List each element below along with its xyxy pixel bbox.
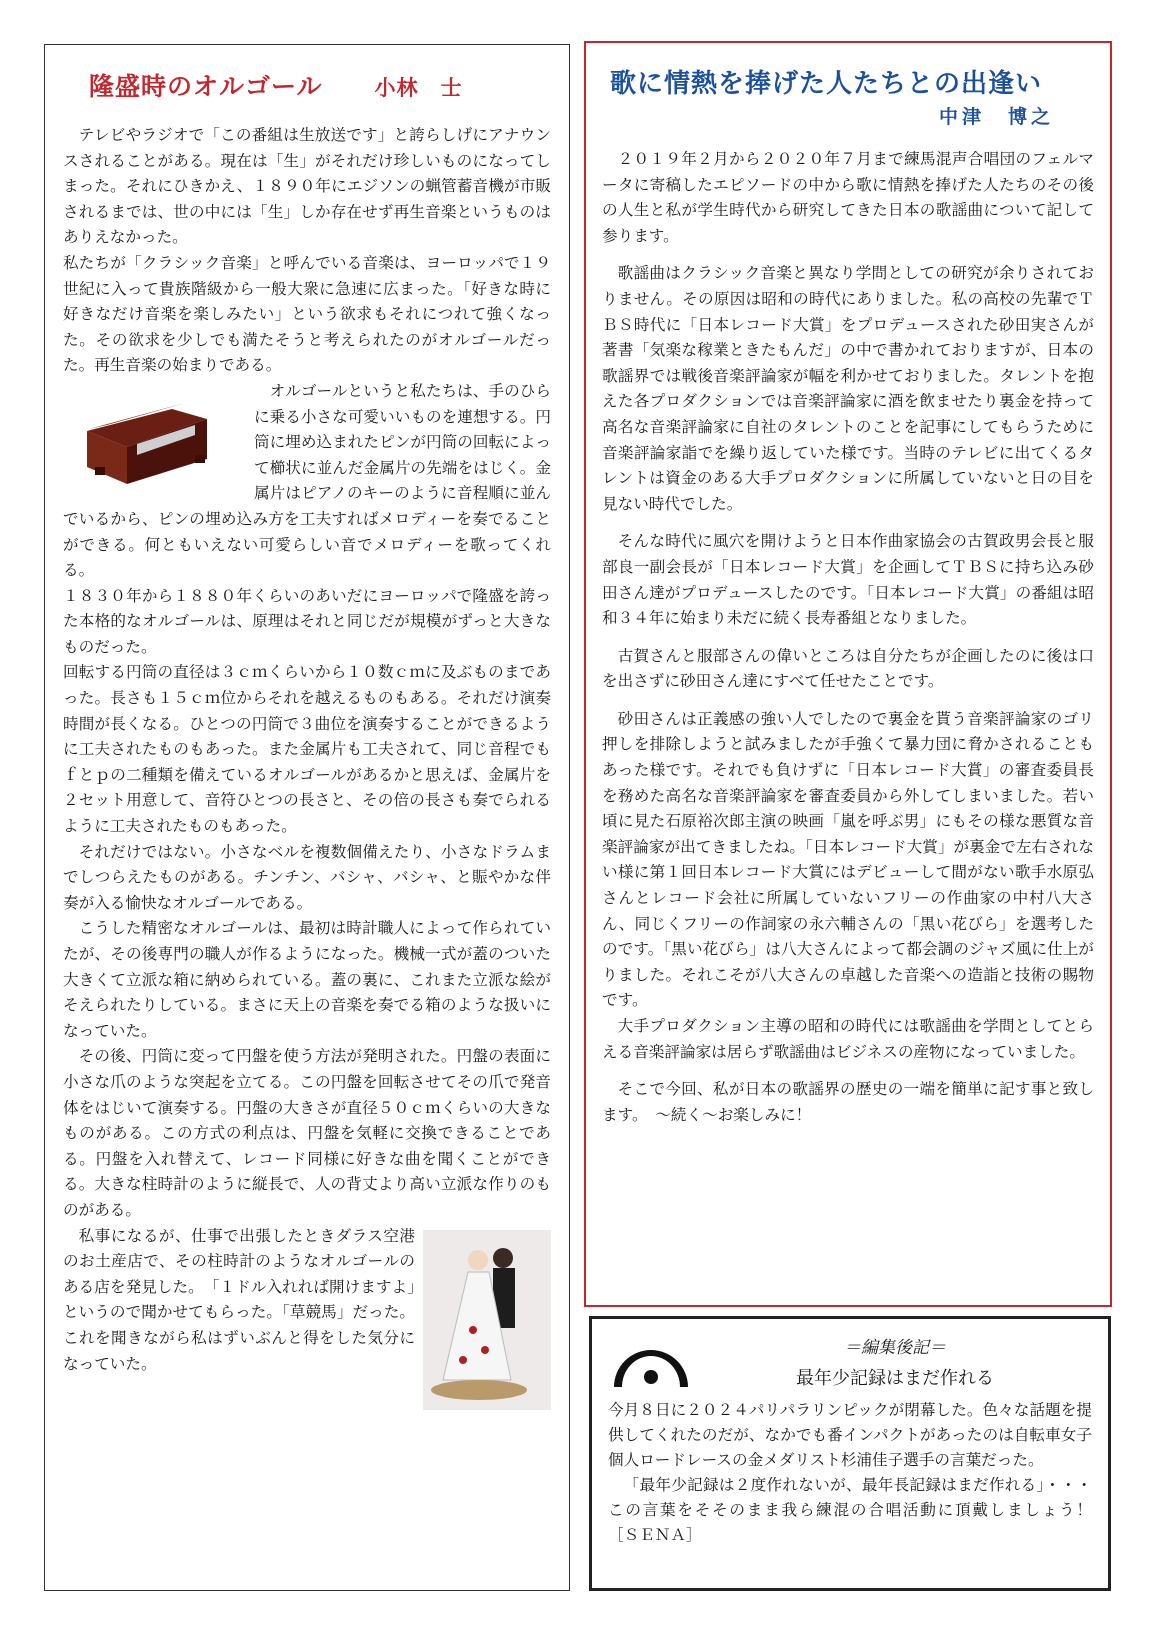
- left-author: 小林 士: [374, 76, 463, 100]
- editor-paragraph-1: 今月８日に２０２４パリパラリンピックが閉幕した。色々な話題を提供してくれたのだが、なかでも番インパクトがあったのは自転車女子個人ロードレースの金メダリスト杉浦佳子選手の言葉だった。: [608, 1401, 1092, 1469]
- editor-note-heading: ＝編集後記＝: [844, 1338, 946, 1358]
- right-article: [584, 41, 1112, 1307]
- right-article-title: 歌に情熱を捧げた人たちとの出逢い: [610, 69, 1043, 99]
- left-paragraph-4: １８３０年から１８８０年くらいのあいだにヨーロッパで隆盛を誇った本格的なオルゴールは、原理はそれと同じだが規模がずっと大きなものだった。: [63, 586, 551, 656]
- left-title-text: 隆盛時のオルゴール: [89, 72, 323, 101]
- dancing-figurine-image: [423, 1230, 551, 1410]
- right-paragraph-6: 大手プロダクション主導の昭和の時代には歌謡曲を学問としてとらえる音楽評論家は居らず歌謡曲はビジネスの産物になっていました。: [602, 1017, 1094, 1061]
- right-paragraph-5: 砂田さんは正義感の強い人でしたので裏金を貰う音楽評論家のゴリ押しを排除しようと試みましたが手強くて暴力団に脅かされることもあった様です。それでも負けずに「日本レコード大賞」の審査委員長を務めた高名な音楽評論家を審査委員から外してしまいました。若い頃に見た石原裕次郎主演の映画「嵐を呼ぶ男」にもその様な悪質な音楽評論家が出てきましたね。「日本レコード大賞」が裏金で左右されない様に第１回日本レコード大賞にはデビューして間がない歌手水原弘さんとレコード会社に所属していないフリーの作曲家の中村八大さん、同じくフリーの作詞家の永六輔さんの「黒い花びら」を選考したのです。「黒い花びら」は八大さんによって都会調のジャズ風に仕上がりました。それこそが八大さんの卓越した音楽への造詣と技術の賜物です。: [602, 709, 1095, 1010]
- right-paragraph-7: そこで今回、私が日本の歌謡界の歴史の一端を簡単に記す事と致します。 ～続く～お楽しみに！: [602, 1080, 1094, 1124]
- left-paragraph-3: オルゴールというと私たちは、手のひらに乗る小さな可愛いいものを連想する。円筒に埋め込まれたピンが円筒の回転によって櫛状に並んだ金属片の先端をはじく。金属片はピアノのキーのように音程順に並んでいるから、ピンの埋め込み方を工夫すればメロディーを奏でることができる。何ともいえない可愛らしい音でメロディーを歌ってくれる。: [63, 381, 551, 580]
- left-paragraph-1: テレビやラジオで「この番組は生放送です」と誇らしげにアナウンスされることがある。現在は「生」がそれだけ珍しいものになってしまった。それにひきかえ、１８９０年にエジソンの蝋管蓄音機が市販されるまでは、世の中には「生」しか存在せず再生音楽というものはありえなかった。: [63, 126, 551, 247]
- left-paragraph-9: 私事になるが、仕事で出張したときダラス空港のお土産店で、その柱時計のようなオルゴールのある店を発見した。 「１ドル入れれば開けますよ」というので聞かせてもらった。「草競馬」だった。これを聞きながら私はずいぶんと得をした気分になっていた。: [63, 1226, 415, 1373]
- editor-note: [589, 1316, 1124, 1591]
- right-paragraph-4: 古賀さんと服部さんの偉いところは自分たちが企画したのに後は口を出さずに砂田さん達にすべて任せたことです。: [602, 646, 1094, 691]
- left-paragraph-2: 私たちが「クラシック音楽」と呼んでいる音楽は、ヨーロッパで１９世紀に入って貴族階級から一般大衆に急速に広まった。「好きな時に好きなだけ音楽を楽しみたい」という欲求もそれにつれて強くなった。その欲求を少しでも満たそうと考えられたのがオルゴールだった。再生音楽の始まりである。: [63, 253, 551, 375]
- right-paragraph-1: ２０１９年２月から２０２０年７月まで練馬混声合唱団のフェルマータに寄稿したエピソードの中から歌に情熱を捧げた人たちのその後の人生と私が学生時代から研究してきた日本の歌謡曲について記して参ります。: [602, 150, 1094, 245]
- editor-paragraph-2: 「最年少記録は２度作れないが、最年長記録はまだ作れる」・・・この言葉をそそのまま我ら練混の合唱活動に頂戴しましょう！ ［ＳＥＮＡ］: [608, 1476, 1124, 1544]
- left-paragraph-7: こうした精密なオルゴールは、最初は時計職人によって作られていたが、その後専門の職人が作るようになった。機械一式が蓋のついた大きくて立派な箱に納められている。蓋の裏に、これまた立派な絵がそえられたりしている。まさに天上の音楽を奏でる箱のような扱いになっていた。: [63, 919, 551, 1040]
- left-article: [44, 44, 570, 1591]
- left-paragraph-8: その後、円筒に変って円盤を使う方法が発明された。円盤の表面に小さな爪のような突起を立てる。この円盤を回転させてその爪で発音体をはじいて演奏する。円盤の大きさが直径５０ｃｍくらいの大きなものがある。この方式の利点は、円盤を気軽に交換できることである。円盤を入れ替えて、レコード同様に好きな曲を聞くことができる。大きな柱時計のように縦長で、人の背丈より高い立派な作りのものがある。: [63, 1047, 551, 1219]
- right-paragraph-3: そんな時代に風穴を開けようと日本作曲家協会の古賀政男会長と服部良一副会長が「日本レコード大賞」を企画してＴＢＳに持ち込み砂田さん達がプロデュースしたのです。「日本レコード大賞」の番組は昭和３４年に始まり未だに続く長寿番組となりました。: [602, 532, 1094, 628]
- fermata-icon: [610, 1341, 692, 1391]
- right-paragraph-2: 歌謡曲はクラシック音楽と異なり学問としての研究が余りされておりません。その原因は昭和の時代にありました。私の高校の先輩でＴＢＳ時代に「日本レコード大賞」をプロデュースされた砂田実さんが著書「気楽な稼業ときたもんだ」の中で書かれておりますが、日本の歌謡界では戦後音楽評論家が幅を利かせておりました。タレントを抱えた各プロダクションでは音楽評論家に酒を飲ませたり裏金を持って高名な音楽評論家に自社のタレントのことを記事にしてもらうために音楽評論家詣でを繰り返していた様です。当時のテレビに出てくるタレントは資金のある大手プロダクションに所属していないと日の目を見ない時代でした。: [602, 264, 1094, 513]
- left-article-title: [89, 67, 551, 103]
- music-box-image: [67, 389, 242, 489]
- left-paragraph-6: それだけではない。小さなベルを複数個備えたり、小さなドラムまでしつらえたものがある。チンチン、バシャ、バシャ、と賑やかな伴奏が入る愉快なオルゴールである。: [63, 842, 551, 912]
- editor-note-subtitle: 最年少記録はまだ作れる: [796, 1368, 994, 1389]
- right-author: 中津 博之: [938, 106, 1054, 128]
- left-paragraph-5: 回転する円筒の直径は３ｃｍくらいから１０数ｃｍに及ぶものまであった。長さも１５ｃｍ位からそれを越えるものもある。それだけ演奏時間が長くなる。ひとつの円筒で３曲位を演奏することができるように工夫されたものもあった。また金属片も工夫されて、同じ音程でもｆとｐの二種類を備えているオルゴールがあるかと思えば、金属片を２セット用意して、音符ひとつの長さと、その倍の長さも奏でられるように工夫されたものもあった。: [63, 663, 551, 836]
